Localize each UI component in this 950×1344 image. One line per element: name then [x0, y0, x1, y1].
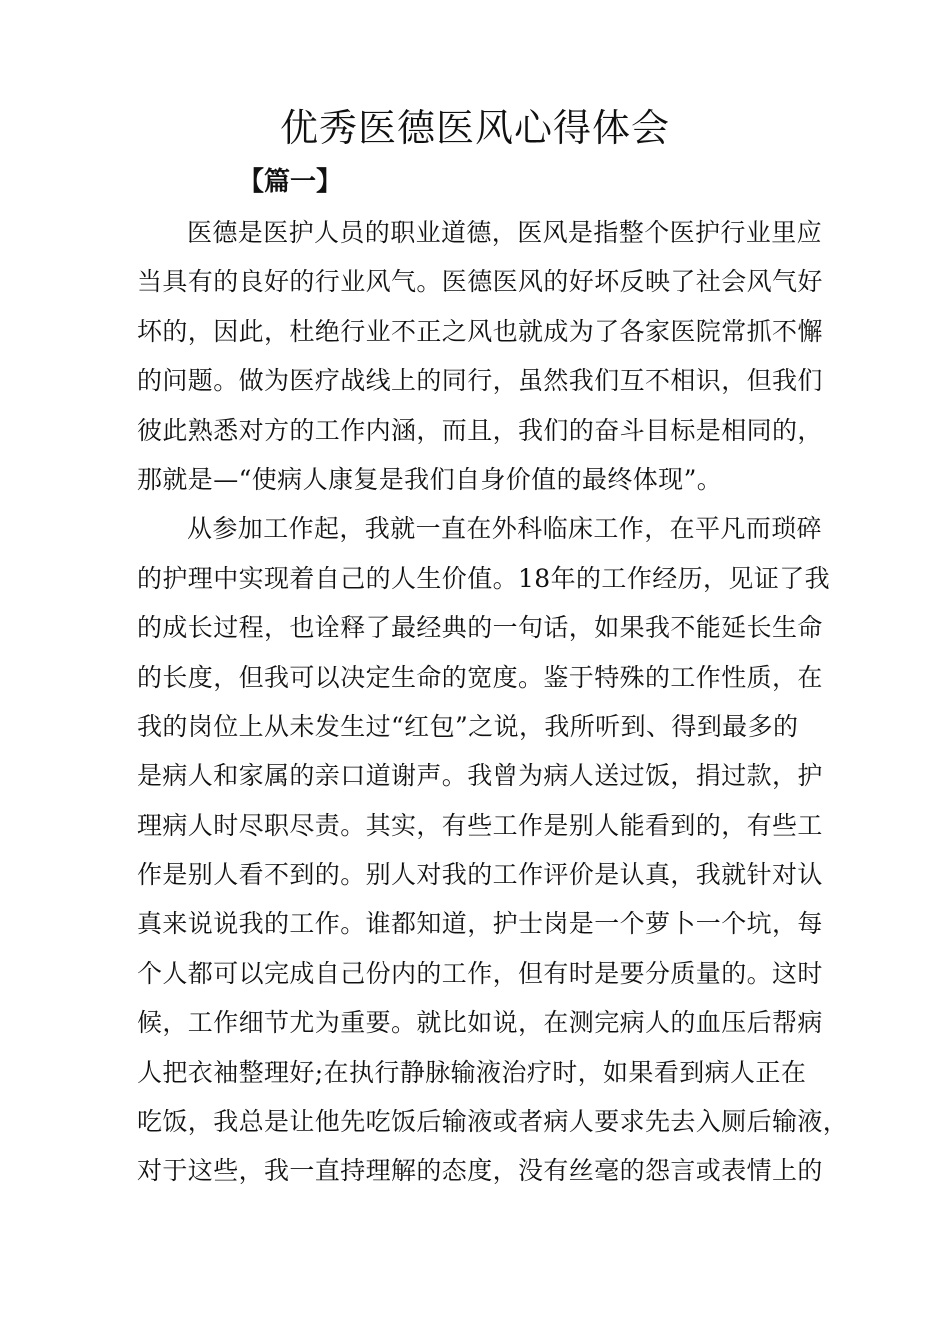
paragraph-line: 的成长过程，也诠释了最经典的一句话，如果我不能延长生命 — [137, 613, 823, 643]
paragraph-line: 彼此熟悉对方的工作内涵，而且，我们的奋斗目标是相同的， — [137, 415, 823, 445]
paragraph-line: 从参加工作起，我就一直在外科临床工作，在平凡而琐碎 — [187, 514, 823, 544]
paragraph-2 — [137, 504, 849, 1195]
section-label: 【篇一】 — [238, 167, 343, 197]
paragraph-line: 当具有的良好的行业风气。医德医风的好坏反映了社会风气好 — [137, 267, 823, 297]
paragraph-line: 是病人和家属的亲口道谢声。我曾为病人送过饭，捐过款，护 — [137, 761, 823, 791]
document-title: 优秀医德医风心得体会 — [279, 106, 670, 150]
paragraph-line: 我的岗位上从未发生过“红包”之说，我所听到、得到最多的 — [137, 711, 799, 741]
paragraph-line: 那就是—“使病人康复是我们自身价值的最终体现”。 — [137, 464, 723, 494]
paragraph-line: 医德是医护人员的职业道德，医风是指整个医护行业里应 — [187, 218, 823, 247]
paragraph-line: 理病人时尽职尽责。其实，有些工作是别人能看到的，有些工 — [137, 810, 823, 840]
paragraph-line: 个人都可以完成自己份内的工作，但有时是要分质量的。这时 — [137, 958, 823, 988]
paragraph-line: 人把衣袖整理好;在执行静脉输液治疗时，如果看到病人正在 — [137, 1057, 807, 1087]
paragraph-line: 坏的，因此，杜绝行业不正之风也就成为了各家医院常抓不懈 — [137, 316, 823, 346]
paragraph-line: 作是别人看不到的。别人对我的工作评价是认真，我就针对认 — [137, 860, 823, 890]
paragraph-line: 对于这些，我一直持理解的态度，没有丝毫的怨言或表情上的 — [137, 1156, 823, 1186]
paragraph-line: 候，工作细节尤为重要。就比如说，在测完病人的血压后帮病 — [137, 1008, 823, 1038]
paragraph-line: 真来说说我的工作。谁都知道，护士岗是一个萝卜一个坑，每 — [137, 909, 823, 939]
paragraph-line: 的长度，但我可以决定生命的宽度。鉴于特殊的工作性质，在 — [137, 662, 823, 692]
paragraph-1 — [137, 208, 827, 504]
paragraph-line: 的问题。做为医疗战线上的同行，虽然我们互不相识，但我们 — [137, 366, 823, 396]
document-body — [137, 208, 849, 1196]
paragraph-line: 吃饭，我总是让他先吃饭后输液或者病人要求先去入厕后输液， — [137, 1107, 849, 1137]
paragraph-line: 的护理中实现着自己的人生价值。18年的工作经历，见证了我 — [137, 563, 831, 593]
